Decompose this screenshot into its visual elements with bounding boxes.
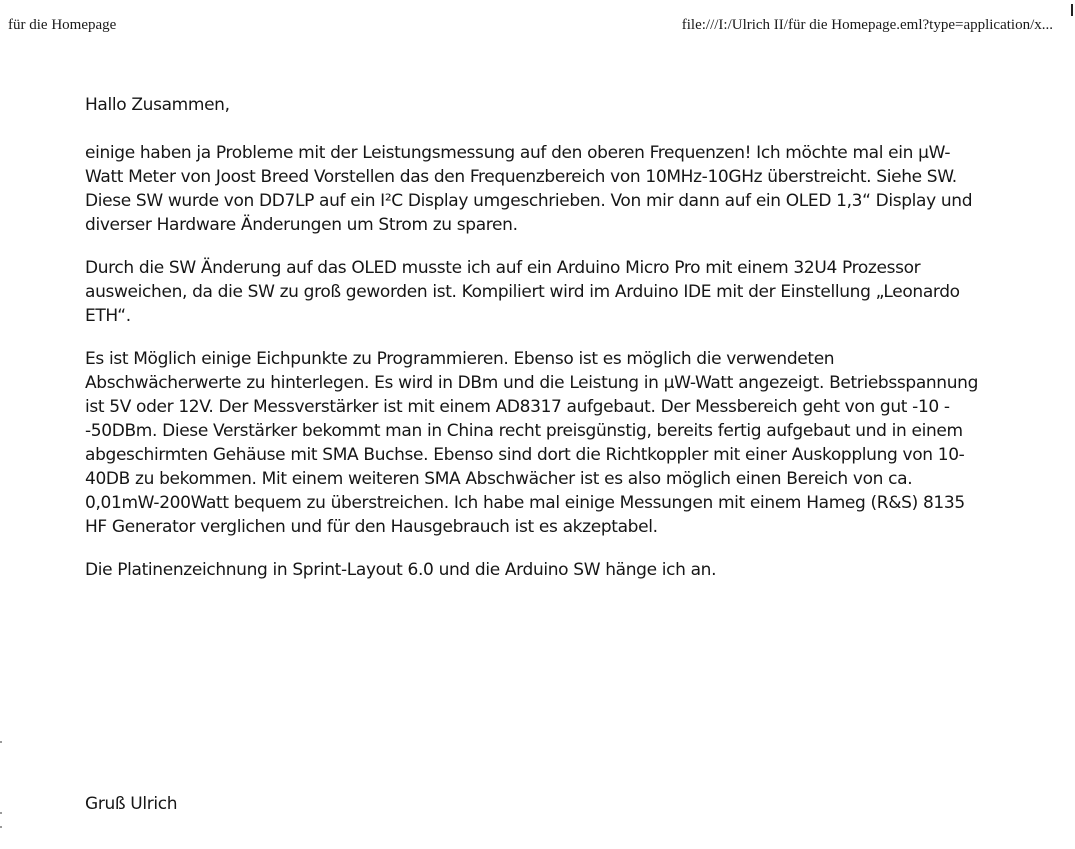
- letter-body: [85, 93, 985, 814]
- paragraph-features: Es ist Möglich einige Eichpunkte zu Programmieren. Ebenso ist es möglich die verwendeten Abschwächerwerte zu hinterlegen. Es wird in DBm und die Leistung in µW-Watt angezeigt. Betriebsspannung ist 5V oder 12V. Der Messverstärker ist mit einem AD8317 aufgebaut. Der Messbereich geht von gut -10 - -50DBm. Diese Verstärker bekommt man in China recht preisgünstig, bereits fertig aufgebaut und in einem abgeschirmten Gehäuse mit SMA Buchse. Ebenso sind dort die Richtkoppler mit einer Auskopplung von 10-40DB zu bekommen. Mit einem weiteren SMA Abschwächer ist es also möglich einen Bereich von ca. 0,01mW-200Watt bequem zu überstreichen. Ich habe mal einige Messungen mit einem Hameg (R&S) 8135 HF Generator verglichen und für den Hausgebrauch ist es akzeptabel.: [85, 349, 979, 537]
- document-title: für die Homepage: [8, 17, 117, 33]
- paragraph-attachment: Die Platinenzeichnung in Sprint-Layout 6.0 und die Arduino SW hänge ich an.: [85, 560, 717, 580]
- scan-speck: [0, 741, 2, 743]
- scan-edge-mark: [1071, 4, 1073, 16]
- closing-signature: Gruß Ulrich: [85, 794, 178, 814]
- greeting: Hallo Zusammen,: [85, 95, 230, 115]
- print-header: [8, 17, 1053, 37]
- scan-speck: [0, 812, 2, 814]
- paragraph-hardware: Durch die SW Änderung auf das OLED musste ich auf ein Arduino Micro Pro mit einem 32U4 Prozessor ausweichen, da die SW zu groß geworden ist. Kompiliert wird im Arduino IDE mit der Einstellung „Leonardo ETH“.: [85, 258, 960, 326]
- paragraph-intro: einige haben ja Probleme mit der Leistungsmessung auf den oberen Frequenzen! Ich möchte mal ein µW-Watt Meter von Joost Breed Vorstellen das den Frequenzbereich von 10MHz-10GHz überstreicht. Siehe SW. Diese SW wurde von DD7LP auf ein I²C Display umgeschrieben. Von mir dann auf ein OLED 1,3“ Display und diverser Hardware Änderungen um Strom zu sparen.: [85, 143, 973, 235]
- file-url: file:///I:/Ulrich II/für die Homepage.eml?type=application/x...: [681, 17, 1053, 33]
- scan-speck: [0, 826, 2, 828]
